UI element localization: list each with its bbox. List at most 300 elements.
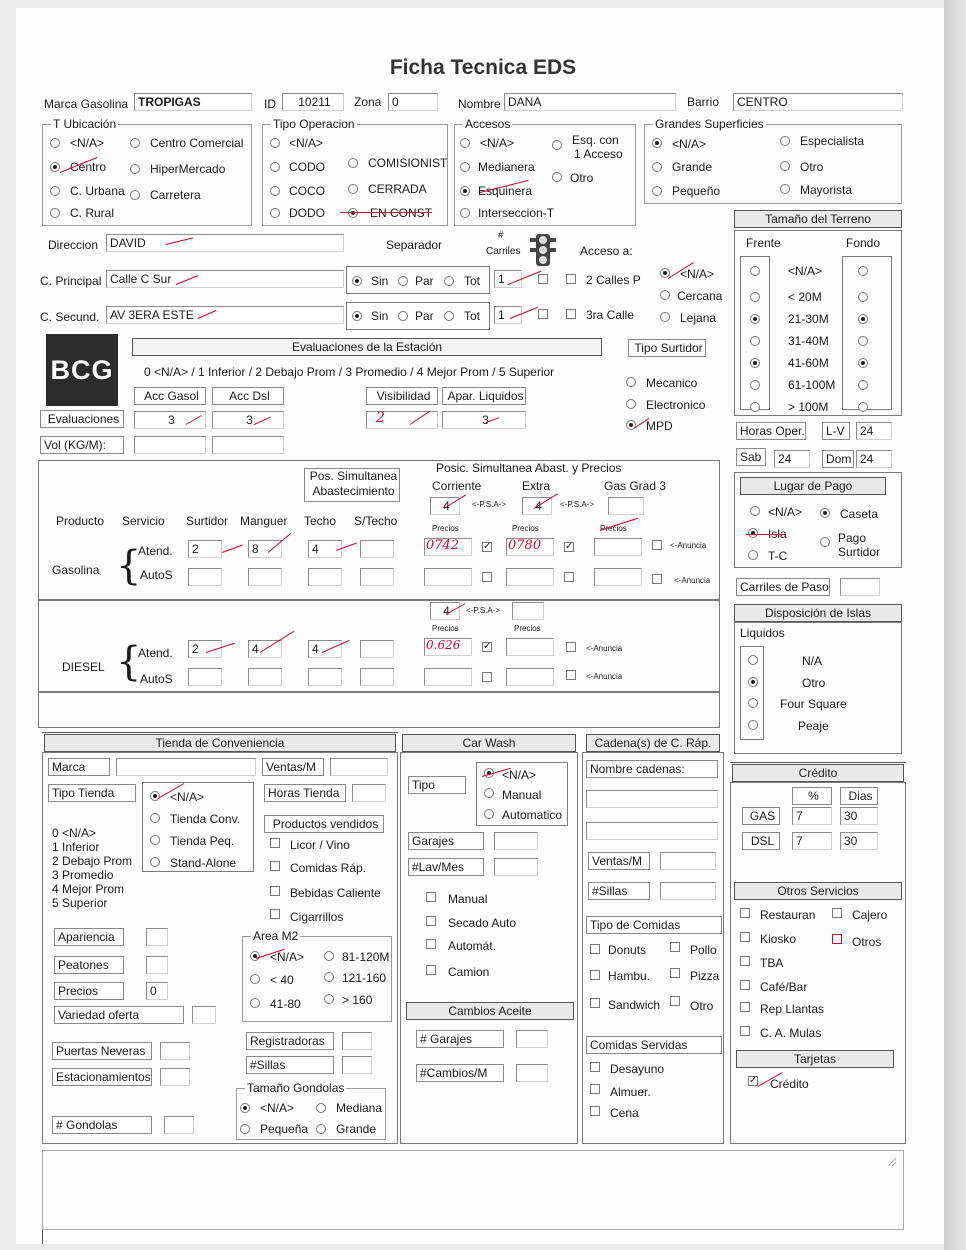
radio-tt-peq[interactable] — [150, 835, 160, 845]
check-comidas[interactable] — [270, 861, 280, 871]
check-donuts[interactable] — [590, 944, 600, 954]
check-desayuno[interactable] — [590, 1062, 600, 1072]
radio-frente-0[interactable] — [750, 266, 760, 276]
radio-frente-2[interactable] — [750, 314, 760, 324]
radio-cw-auto[interactable] — [484, 809, 494, 819]
radio-pago-tc[interactable] — [748, 550, 758, 560]
islas-otro-label: Otro — [802, 676, 826, 690]
radio-sup-especialista[interactable] — [780, 136, 790, 146]
nombre-cadenas-label: Nombre cadenas: — [586, 760, 718, 778]
cw-opt-manual: Manual — [448, 892, 488, 906]
acca-cercana-label: Cercana — [677, 289, 723, 303]
radio-sep2-tot[interactable] — [444, 311, 454, 321]
ubic-cc-label: Centro Comercial — [150, 136, 244, 150]
check-licor[interactable] — [270, 838, 280, 848]
radio-fondo-6[interactable] — [858, 402, 868, 412]
surt-mpd-label: MPD — [646, 419, 673, 433]
carriles-paso-label: Carriles de Paso — [736, 578, 830, 596]
islas-four-label: Four Square — [780, 697, 847, 711]
carriles-secund[interactable]: 1 — [494, 306, 522, 324]
principal-field[interactable]: Calle C Sur — [106, 270, 344, 288]
radio-acc-esqcon[interactable] — [552, 140, 562, 150]
radio-op-enconst[interactable] — [348, 208, 358, 218]
radio-area-gt160[interactable] — [324, 994, 334, 1004]
radio-acc-intersec[interactable] — [460, 208, 470, 218]
cigarrillos-label: Cigarrillos — [290, 910, 344, 924]
cw-auto-label: Automatico — [502, 808, 563, 822]
gas-grad3-field[interactable] — [608, 497, 644, 515]
otros-label: Otros — [852, 935, 882, 949]
radio-frente-5[interactable] — [750, 380, 760, 390]
surt-mecanico-label: Mecanico — [646, 376, 698, 390]
check-dsl-anuncia[interactable]: ✓ — [483, 641, 492, 652]
strike-mark — [340, 212, 432, 213]
tienda-scale-item: 2 Debajo Prom — [52, 854, 133, 868]
peatones-field[interactable] — [146, 956, 168, 974]
surt-electronico-label: Electronico — [646, 398, 706, 412]
gas-atend-surtidor[interactable]: 2 — [188, 540, 222, 558]
evaluaciones-header: Evaluaciones de la Estación — [132, 338, 602, 356]
radio-ubic-na[interactable] — [50, 138, 60, 148]
tarjetas-header: Tarjetas — [736, 1050, 894, 1068]
registradoras-label: Registradoras — [246, 1032, 334, 1050]
observaciones-box[interactable] — [42, 1150, 904, 1230]
dsl-autos-precio2[interactable] — [506, 668, 554, 686]
radio-cw-manual[interactable] — [484, 788, 494, 798]
radio-acc-otro[interactable] — [552, 172, 562, 182]
terreno-size-label: 41-60M — [788, 356, 829, 370]
gas-autos-precio1[interactable] — [424, 568, 472, 586]
terreno-size-label: 21-30M — [788, 312, 829, 326]
direccion-field[interactable]: DAVID — [106, 234, 344, 252]
check-anuncia-cor[interactable]: ✓ — [483, 541, 492, 552]
gas-autos-manguer[interactable] — [248, 568, 282, 586]
radio-acc-na[interactable] — [460, 138, 470, 148]
check-cajero[interactable] — [832, 908, 842, 918]
resize-grip-icon — [886, 1156, 898, 1168]
zona-field[interactable]: 0 — [388, 93, 438, 111]
brace-gasolina: { — [116, 543, 142, 589]
cadena-header: Cadena(s) de C. Ráp. — [586, 734, 720, 752]
marca-field[interactable]: TROPIGAS — [134, 93, 252, 111]
apar-liq-label: Apar. Liquidos — [442, 387, 526, 405]
cafe-label: Café/Bar — [760, 980, 808, 994]
dom-field[interactable]: 24 — [856, 450, 892, 468]
licor-label: Licor / Vino — [290, 838, 350, 852]
terreno-header: Tamaño del Terreno — [734, 210, 902, 228]
gas-atend-techo[interactable]: 4 — [308, 540, 342, 558]
terreno-size-label: 61-100M — [788, 378, 836, 392]
radio-pago-isla[interactable] — [748, 528, 758, 538]
tienda-scale-item: 3 Promedio — [52, 868, 114, 882]
terreno-size-label: > 100M — [788, 400, 829, 414]
area-gt160-label: > 160 — [342, 993, 373, 1007]
precios-label: Precios — [54, 982, 124, 1000]
radio-surt-mecanico[interactable] — [626, 377, 636, 387]
check-3calle[interactable] — [566, 309, 576, 319]
ubic-centro-label: Centro — [70, 160, 107, 174]
eval-gasol-field[interactable]: 3 — [134, 411, 206, 429]
col-stecho: S/Techo — [354, 514, 398, 528]
cambios-header: Cambios Aceite — [406, 1002, 574, 1020]
radio-frente-3[interactable] — [750, 336, 760, 346]
check-autos-2[interactable] — [564, 572, 574, 582]
id-field[interactable]: 10211 — [282, 93, 344, 111]
lv-field[interactable]: 24 — [856, 422, 892, 440]
radio-sep1-tot[interactable] — [444, 276, 454, 286]
radio-fondo-5[interactable] — [858, 380, 868, 390]
dsl-extra-field[interactable] — [512, 602, 544, 620]
tarjeta-credito-label: Crédito — [770, 1077, 809, 1091]
traffic-light-icon — [530, 234, 556, 266]
sab-label: Sab — [736, 448, 766, 466]
tienda-scale-item: 0 <N/A> — [52, 826, 97, 840]
radio-ubic-carretera[interactable] — [130, 190, 140, 200]
check-cigarrillos[interactable] — [270, 909, 280, 919]
posic-label: Posic. Simultanea Abast. y Precios — [436, 461, 622, 475]
brace-diesel: { — [116, 639, 142, 685]
radio-sep2-sin[interactable] — [352, 311, 362, 321]
acceso-a-label: Acceso a: — [580, 244, 633, 258]
terreno-size-label: < 20M — [788, 290, 822, 304]
barrio-field[interactable]: CENTRO — [733, 93, 903, 111]
radio-acc-medianera[interactable] — [460, 162, 470, 172]
ubic-carretera-label: Carretera — [150, 188, 201, 202]
horas-oper-label: Horas Oper. — [736, 422, 806, 440]
registradoras-field[interactable] — [342, 1032, 372, 1050]
radio-acca-cercana[interactable] — [660, 290, 670, 300]
gasgrad-label: Gas Grad 3 — [604, 479, 667, 493]
tienda-marca-label: Marca — [48, 758, 110, 776]
check-secund[interactable] — [538, 309, 548, 319]
check-otros[interactable] — [832, 934, 842, 944]
gas-autos-precio2[interactable] — [506, 568, 554, 586]
radio-op-cerrada[interactable] — [348, 184, 358, 194]
carriles-principal[interactable]: 1 — [494, 270, 522, 288]
cw-lav-label: #Lav/Mes — [408, 858, 484, 876]
check-cafe[interactable] — [740, 980, 750, 990]
precios-label-3: Precios — [600, 524, 627, 533]
op-coco-label: COCO — [289, 184, 325, 198]
credito-gas-dias[interactable]: 30 — [840, 807, 878, 825]
diesel-label: DIESEL — [62, 660, 105, 674]
gas-autos-surtidor[interactable] — [188, 568, 222, 586]
check-anuncia-ext[interactable]: ✓ — [565, 541, 574, 552]
cw-manual-label: Manual — [502, 788, 542, 802]
tipo-comidas-label: Tipo de Comidas — [586, 916, 722, 934]
check-pizza[interactable] — [670, 968, 680, 978]
check-bebidas[interactable] — [270, 886, 280, 896]
gas-autos-label: AutoS — [140, 568, 173, 582]
radio-islas-four[interactable] — [748, 698, 758, 708]
tienda-marca-field[interactable] — [116, 758, 256, 776]
radio-pago-na[interactable] — [750, 506, 760, 516]
radio-fondo-4[interactable] — [858, 358, 868, 368]
horas-tienda-field[interactable] — [352, 784, 386, 802]
check-anuncia-g3[interactable] — [652, 540, 662, 550]
dsl-autos-manguer[interactable] — [248, 668, 282, 686]
dsl-atend-label: Atend. — [138, 646, 173, 660]
psa-label-2: <-P.S.A-> — [560, 500, 595, 509]
pizza-label: Pizza — [690, 969, 720, 983]
radio-ubic-hiper[interactable] — [130, 164, 140, 174]
check-restauran[interactable] — [740, 908, 750, 918]
radio-islas-otro[interactable] — [748, 677, 758, 687]
corriente-label: Corriente — [432, 479, 482, 493]
ubic-urbana-label: C. Urbana — [70, 184, 125, 198]
sep2-tot-label: Tot — [464, 309, 481, 323]
zona-label: Zona — [354, 95, 382, 109]
check-principal[interactable] — [538, 274, 548, 284]
acc-intersec-label: Interseccion-T — [478, 206, 555, 220]
radio-tt-na[interactable] — [150, 791, 160, 801]
precios-field[interactable]: 0 — [146, 982, 168, 1000]
eval-apar-field[interactable]: 3 — [442, 411, 526, 429]
vol-field-2[interactable] — [212, 436, 284, 454]
nombre-cadenas-2[interactable] — [586, 822, 718, 840]
dsl-atend-surtidor[interactable]: 2 — [188, 640, 222, 658]
radio-area-40[interactable] — [250, 974, 260, 984]
gas-atend-manguer[interactable]: 8 — [248, 540, 282, 558]
cadena-ventas-field[interactable] — [660, 852, 716, 870]
dsl-atend-techo[interactable]: 4 — [308, 640, 342, 658]
dsl-precio-extra[interactable] — [506, 638, 554, 656]
anuncia-label-2: <-Anuncia — [674, 576, 711, 585]
pago-na-label: <N/A> — [768, 505, 803, 519]
secund-field[interactable]: AV 3ERA ESTE — [106, 306, 344, 324]
gas-corriente-field[interactable]: 4 — [430, 497, 460, 515]
radio-area-120[interactable] — [324, 951, 334, 961]
check-2calles[interactable] — [566, 274, 576, 284]
radio-ubic-urbana[interactable] — [50, 186, 60, 196]
sup-especialista-label: Especialista — [800, 134, 865, 148]
radio-frente-1[interactable] — [750, 292, 760, 302]
gas-autos-precio3[interactable] — [594, 568, 642, 586]
desayuno-label: Desayuno — [610, 1062, 665, 1076]
radio-ubic-centro[interactable] — [50, 162, 60, 172]
radio-sep1-sin[interactable] — [352, 276, 362, 286]
radio-sup-na[interactable] — [652, 138, 662, 148]
dom-label: Dom — [822, 450, 854, 468]
pos-sim-line1: Pos. Simultanea — [309, 469, 398, 483]
check-cena[interactable] — [590, 1106, 600, 1116]
dsl-corriente-field[interactable]: 4 — [430, 602, 460, 620]
dsl-autos-surtidor[interactable] — [188, 668, 222, 686]
area-title: Area M2 — [253, 929, 299, 943]
check-autos-3[interactable] — [652, 574, 662, 584]
radio-fondo-3[interactable] — [858, 336, 868, 346]
check-autos-1[interactable] — [482, 572, 492, 582]
radio-acc-esquinera[interactable] — [460, 186, 470, 196]
check-dsl-autos2[interactable] — [566, 670, 576, 680]
check-mulas[interactable] — [740, 1026, 750, 1036]
tienda-header: Tienda de Conveniencia — [44, 734, 396, 752]
hambu-label: Hambu. — [608, 969, 651, 983]
credito-top-line — [730, 762, 906, 763]
sab-field[interactable]: 24 — [774, 450, 810, 468]
radio-area-80[interactable] — [250, 998, 260, 1008]
acc-medianera-label: Medianera — [478, 160, 535, 174]
radio-tt-stand[interactable] — [150, 857, 160, 867]
cw-cambios-label: #Cambios/M — [416, 1064, 504, 1082]
pago-surtidor-label: Surtidor — [838, 545, 881, 559]
radio-islas-na[interactable] — [748, 655, 758, 665]
cena-label: Cena — [610, 1106, 639, 1120]
radio-ubic-cc[interactable] — [130, 138, 140, 148]
radio-pago-surtidor[interactable] — [820, 537, 830, 547]
tt-na-label: <N/A> — [170, 790, 205, 804]
radio-ubic-rural[interactable] — [50, 208, 60, 218]
dsl-autos-techo[interactable] — [308, 668, 342, 686]
radio-islas-peaje[interactable] — [748, 720, 758, 730]
gas-atend-stecho[interactable] — [360, 540, 394, 558]
check-hambu[interactable] — [590, 970, 600, 980]
ubicacion-title: T Ubicación — [53, 117, 117, 131]
gas-autos-stecho[interactable] — [360, 568, 394, 586]
dsl-atend-stecho[interactable] — [360, 640, 394, 658]
nombre-field[interactable]: DANA — [504, 93, 676, 111]
radio-frente-6[interactable] — [750, 402, 760, 412]
dsl-atend-manguer[interactable]: 4 — [248, 640, 282, 658]
radio-fondo-0[interactable] — [858, 266, 868, 276]
puertas-field[interactable] — [160, 1042, 190, 1060]
gondolas-label: # Gondolas — [52, 1116, 152, 1134]
productos-label: Productos vendidos — [264, 815, 384, 833]
radio-sep2-par[interactable] — [398, 311, 408, 321]
psa-label-1: <-P.S.A-> — [472, 500, 507, 509]
radio-fondo-2[interactable] — [858, 314, 868, 324]
vol-field-1[interactable] — [134, 436, 206, 454]
gond-peq-label: Pequeña — [260, 1122, 309, 1136]
check-sandwich[interactable] — [590, 998, 600, 1008]
radio-frente-4[interactable] — [750, 358, 760, 368]
op-enconst-label: EN CONST — [370, 206, 433, 220]
col-techo: Techo — [304, 514, 337, 528]
sep1-par-label: Par — [415, 274, 434, 288]
ventas-field[interactable] — [330, 758, 388, 776]
op-dodo-label: DODO — [289, 206, 325, 220]
radio-sup-otro[interactable] — [780, 161, 790, 171]
terreno-size-label: 31-40M — [788, 334, 829, 348]
check-otro-comida[interactable] — [670, 996, 680, 1006]
gondolas-field[interactable] — [164, 1116, 194, 1134]
radio-sup-pequeno[interactable] — [652, 186, 662, 196]
check-dsl-autos1[interactable] — [482, 672, 492, 682]
credito-dsl-pct[interactable]: 7 — [792, 832, 832, 850]
tienda-scale-item: 5 Superior — [52, 896, 108, 910]
dsl-autos-precio1[interactable] — [424, 668, 472, 686]
radio-pago-caseta[interactable] — [820, 508, 830, 518]
cadena-sillas-field[interactable] — [660, 882, 716, 900]
nombre-cadenas-1[interactable] — [586, 790, 718, 808]
islas-peaje-label: Peaje — [798, 719, 829, 733]
check-cw-camion[interactable] — [426, 965, 436, 975]
check-llantas[interactable] — [740, 1002, 750, 1012]
check-kiosko[interactable] — [740, 932, 750, 942]
llantas-label: Rep Llantas — [760, 1002, 825, 1016]
radio-surt-electronico[interactable] — [626, 399, 636, 409]
gas-extra-field[interactable]: 4 — [522, 497, 552, 515]
frente-label: Frente — [746, 236, 781, 250]
radio-op-na[interactable] — [270, 138, 280, 148]
check-dsl-anuncia2[interactable] — [566, 642, 576, 652]
check-almuer[interactable] — [590, 1084, 600, 1094]
sep2-par-label: Par — [415, 309, 434, 323]
credito-dias-label: Dias — [840, 787, 878, 805]
variedad-label: Variedad oferta — [54, 1006, 184, 1024]
credito-dsl-dias[interactable]: 30 — [840, 832, 878, 850]
check-tarjeta-credito[interactable]: ✓ — [749, 1075, 758, 1086]
cw-cambios-field[interactable] — [516, 1064, 548, 1082]
op-codo-label: CODO — [289, 160, 325, 174]
anuncia-label-1: <-Anuncia — [670, 541, 707, 550]
radio-op-codo[interactable] — [270, 162, 280, 172]
radio-gond-peq[interactable] — [240, 1124, 250, 1134]
scan-edge — [944, 0, 966, 1250]
gas-autos-techo[interactable] — [308, 568, 342, 586]
tienda-scale-item: 1 Inferior — [52, 840, 100, 854]
cw-garajes2-label: # Garajes — [416, 1030, 504, 1048]
radio-sup-grande[interactable] — [652, 162, 662, 172]
estac-field[interactable] — [160, 1068, 190, 1086]
sep2-sin-label: Sin — [371, 309, 389, 323]
radio-op-comisionist[interactable] — [348, 158, 358, 168]
operacion-title: Tipo Operacion — [273, 117, 355, 131]
surtidor-header: Tipo Surtidor — [628, 339, 706, 357]
gond-med-label: Mediana — [336, 1101, 383, 1115]
radio-sep1-par[interactable] — [398, 276, 408, 286]
tienda-sillas-field[interactable] — [342, 1056, 372, 1074]
check-cw-automat[interactable] — [426, 939, 436, 949]
area-160-label: 121-160 — [342, 971, 387, 985]
radio-op-dodo[interactable] — [270, 208, 280, 218]
check-cw-manual[interactable] — [426, 892, 436, 902]
pago-header: Lugar de Pago — [740, 477, 886, 495]
cw-garajes2-field[interactable] — [516, 1030, 548, 1048]
carriles-paso-field[interactable] — [840, 578, 880, 596]
vol-label: Vol (KG/M): — [40, 436, 124, 454]
check-pollo[interactable] — [670, 942, 680, 952]
radio-fondo-1[interactable] — [858, 292, 868, 302]
restauran-label: Restauran — [760, 908, 816, 922]
horas-tienda-label: Horas Tienda — [264, 784, 346, 802]
eval-dsl-field[interactable]: 3 — [212, 411, 284, 429]
notes-block — [38, 692, 720, 728]
radio-gond-med[interactable] — [316, 1103, 326, 1113]
radio-gond-grande[interactable] — [316, 1124, 326, 1134]
radio-tt-conv[interactable] — [150, 813, 160, 823]
gas-precio2-value: 0780 — [508, 538, 542, 553]
radio-gond-na[interactable] — [240, 1103, 250, 1113]
acca-na-label: <N/A> — [680, 267, 715, 281]
cw-lav-field[interactable] — [494, 858, 538, 876]
fondo-label: Fondo — [846, 236, 881, 250]
credito-gas-pct[interactable]: 7 — [792, 807, 832, 825]
radio-area-160[interactable] — [324, 972, 334, 982]
comidas-servidas-label: Comidas Servidas — [586, 1036, 722, 1054]
dsl-autos-stecho[interactable] — [360, 668, 394, 686]
cw-garajes-field[interactable] — [494, 832, 538, 850]
radio-acca-lejana[interactable] — [660, 312, 670, 322]
check-cw-secado[interactable] — [426, 916, 436, 926]
variedad-field[interactable] — [192, 1006, 216, 1024]
apariencia-field[interactable] — [146, 928, 168, 946]
check-tba[interactable] — [740, 956, 750, 966]
radio-op-coco[interactable] — [270, 186, 280, 196]
radio-sup-mayorista[interactable] — [780, 184, 790, 194]
islas-na-label: N/A — [802, 654, 823, 668]
gas-precio-grad3[interactable] — [594, 538, 642, 556]
